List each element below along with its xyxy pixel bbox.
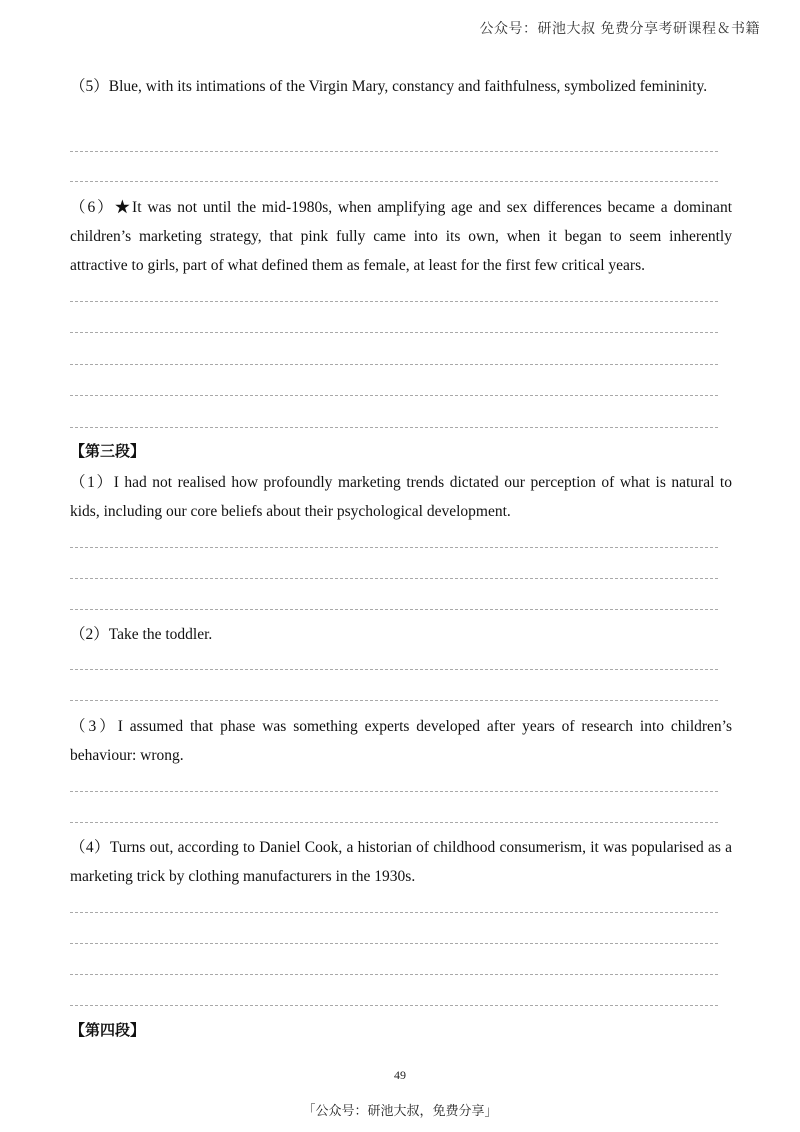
answer-line: [70, 395, 718, 396]
answer-line: [70, 1005, 718, 1006]
section3-sentence-3: （3）I assumed that phase was something experts developed after years of research into children’s behaviour: wrong.: [70, 718, 732, 764]
answer-line: [70, 181, 718, 182]
answer-line: [70, 700, 718, 701]
answer-line: [70, 332, 718, 333]
section3-sentence-2: （2）Take the toddler.: [70, 626, 213, 643]
answer-line: [70, 791, 718, 792]
answer-line: [70, 547, 718, 548]
sentence-6: （6）★It was not until the mid-1980s, when amplifying age and sex differences became a dominant children’s marketing strategy, that pink fully came into its own, when it began to seem inherently attractive to girls, part of what defined them as female, at least for the first few critical years.: [70, 199, 732, 274]
answer-line: [70, 669, 718, 670]
answer-line: [70, 301, 718, 302]
answer-line: [70, 943, 718, 944]
section-heading-3: 【第三段】: [70, 442, 146, 460]
footer-watermark: 「公众号：研池大叔，免费分享」: [302, 1104, 498, 1119]
answer-line: [70, 974, 718, 975]
answer-line: [70, 364, 718, 365]
answer-line: [70, 822, 718, 823]
header-watermark: 公众号：研池大叔 免费分享考研课程＆书籍: [479, 21, 760, 37]
answer-line: [70, 427, 718, 428]
answer-line: [70, 151, 718, 152]
section-heading-4: 【第四段】: [70, 1021, 146, 1039]
section3-sentence-1: （1）I had not realised how profoundly marketing trends dictated our perception of what is natural to kids, including our core beliefs about their psychological development.: [70, 474, 732, 520]
answer-line: [70, 912, 718, 913]
answer-line: [70, 609, 718, 610]
answer-line: [70, 578, 718, 579]
page-number: 49: [394, 1068, 406, 1082]
sentence-5: （5）Blue, with its intimations of the Virgin Mary, constancy and faithfulness, symbolized femininity.: [70, 78, 708, 95]
section3-sentence-4: （4）Turns out, according to Daniel Cook, a historian of childhood consumerism, it was popularised as a marketing trick by clothing manufacturers in the 1930s.: [70, 839, 732, 885]
